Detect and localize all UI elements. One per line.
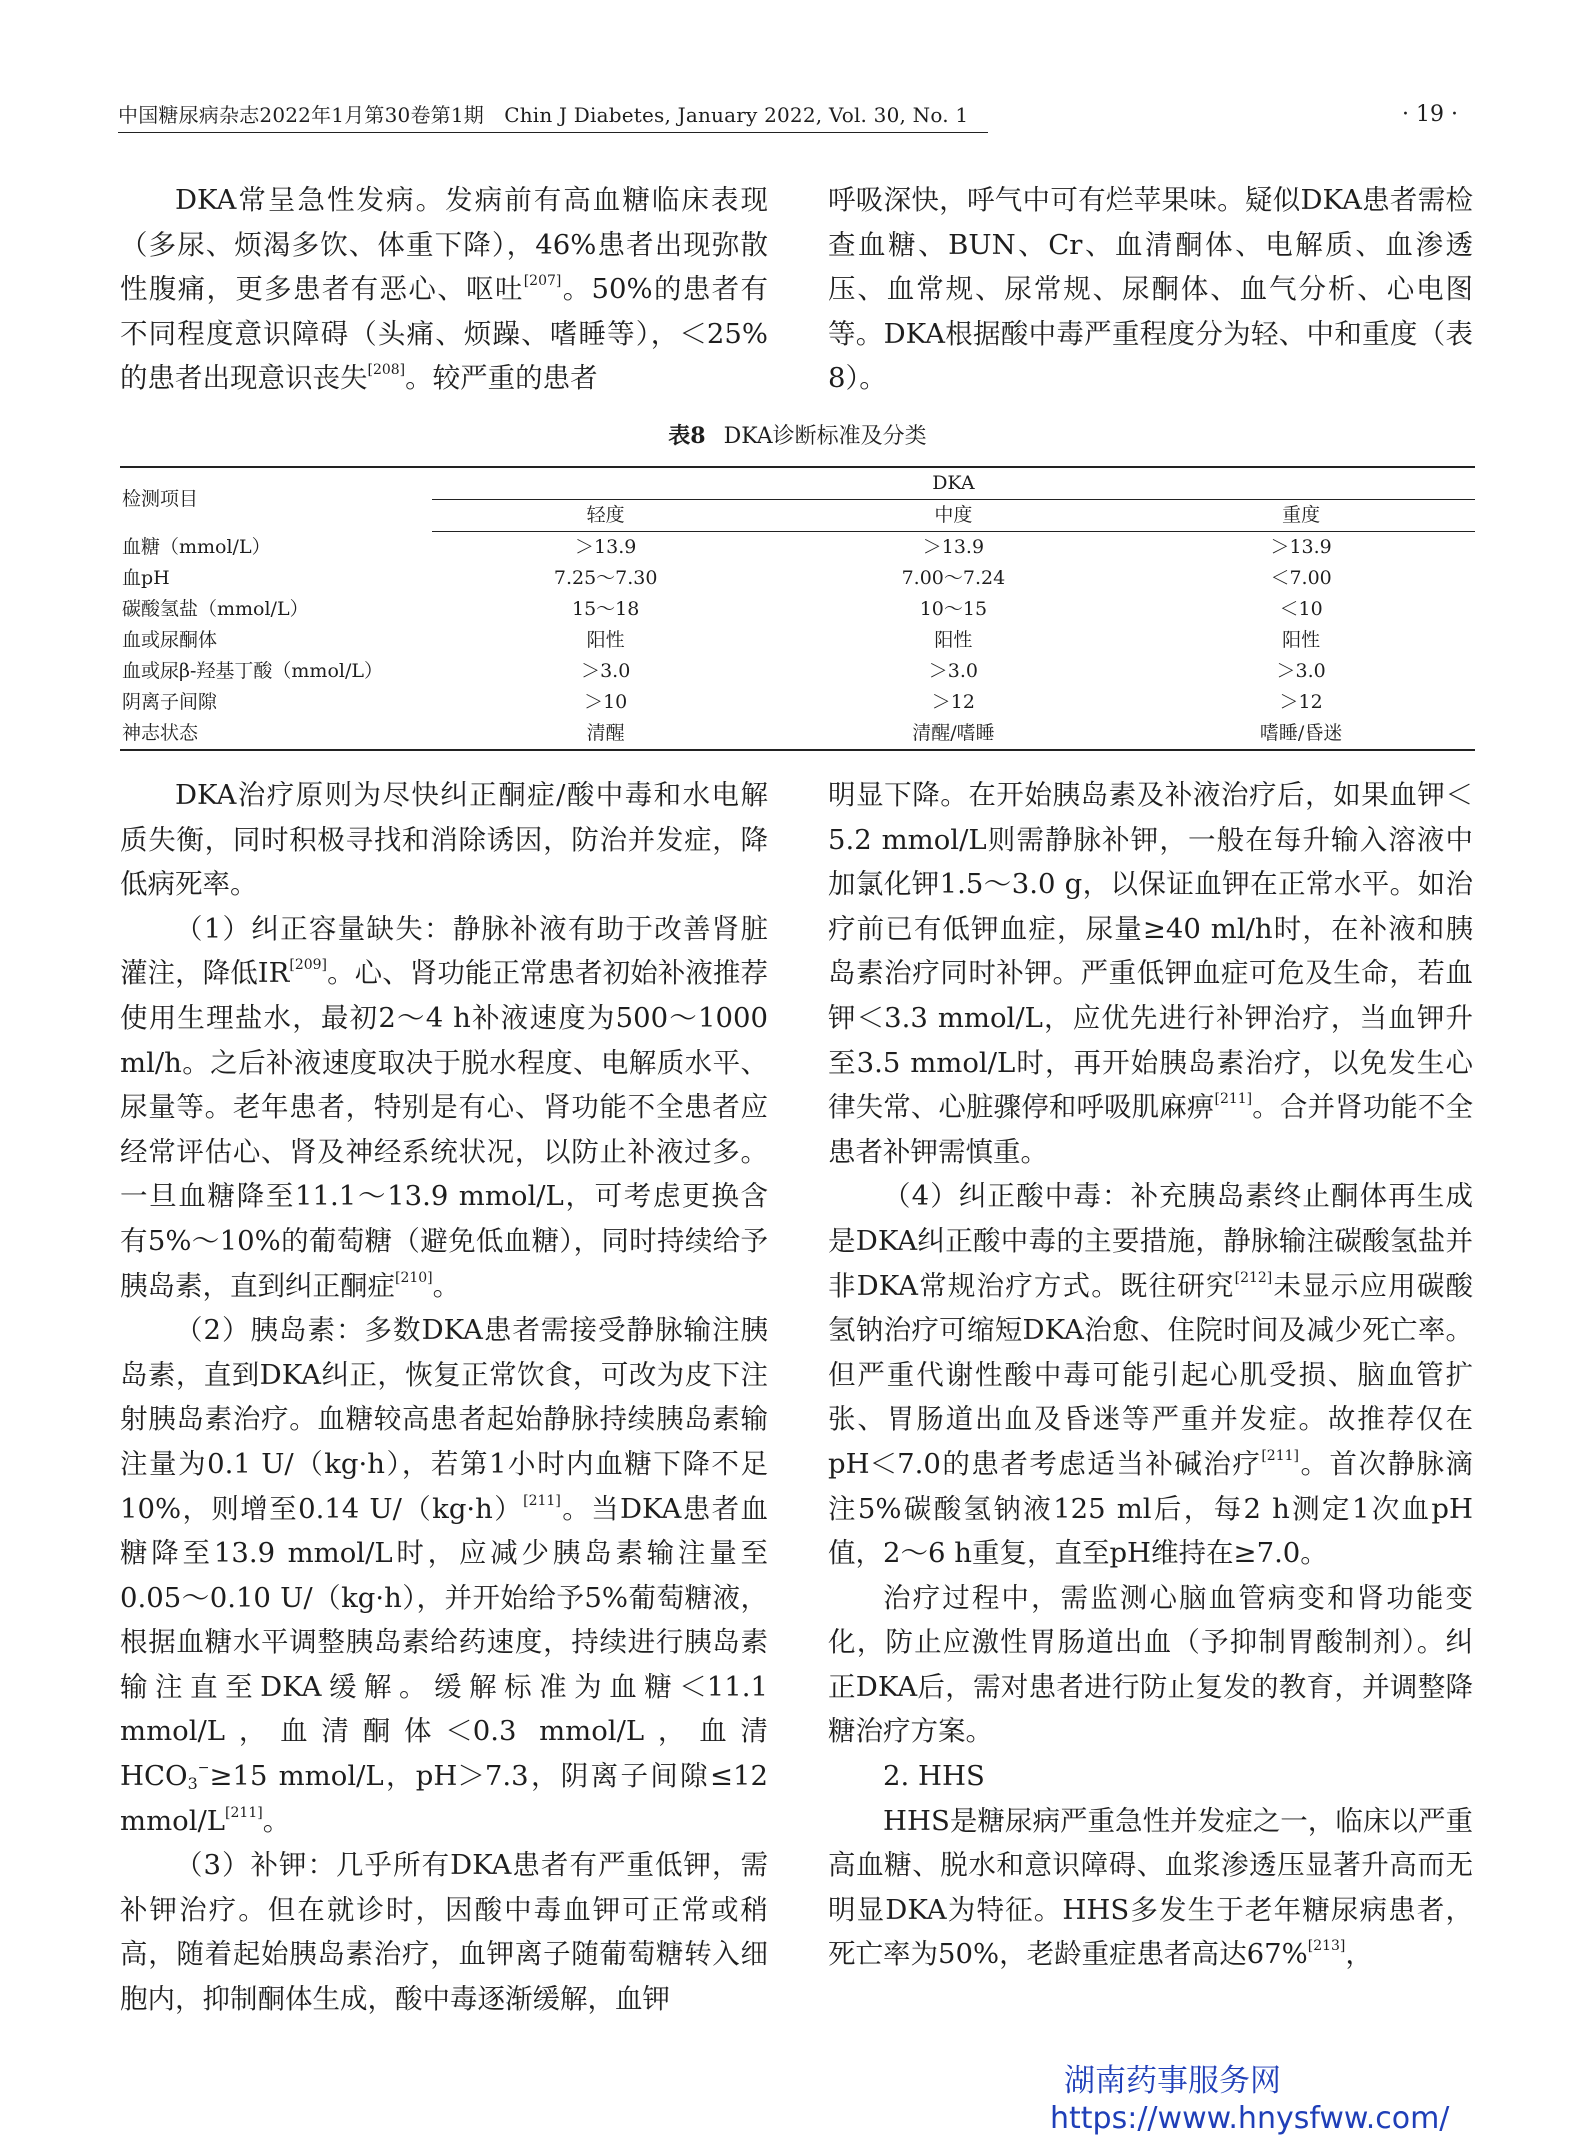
column-header-item: 检测项目 [120, 467, 432, 532]
column-header-mild: 轻度 [432, 500, 780, 532]
cell: 7.00～7.24 [901, 567, 1006, 589]
paragraph-dka-onset: DKA常呈急性发病。发病前有高血糖临床表现（多尿、烦渴多饮、体重下降），46%患者出现弥散性腹痛，更多患者有恶心、呕吐[207]。50%的患者有不同程度意识障碍（头痛、烦躁、嗜睡等），＜25%的患者出现意识丧失[208]。较严重的患者 [120, 184, 768, 395]
column-right-body [828, 773, 1473, 2053]
row-label: 血或尿β-羟基丁酸（mmol/L） [122, 660, 383, 682]
cell: ＞12 [1279, 691, 1323, 713]
dka-criteria-table [120, 466, 1475, 751]
table-number: 表8 [668, 423, 706, 449]
cell: ＞12 [931, 691, 975, 713]
row-label: 血糖（mmol/L） [122, 535, 271, 558]
row-label: 神志状态 [120, 718, 432, 750]
citation-ref: [211] [225, 1804, 263, 1821]
paragraph-acidosis: （4）纠正酸中毒：补充胰岛素终止酮体再生成是DKA纠正酸中毒的主要措施，静脉输注碳酸氢盐并非DKA常规治疗方式。既往研究[212]未显示应用碳酸氢钠治疗可缩短DKA治愈、住院时间及减少死亡率。但严重代谢性酸中毒可能引起心肌受损、脑血管扩张、胃肠道出血及昏迷等严重并发症。故推荐仅在pH＜7.0的患者考虑适当补碱治疗[211]。首次静脉滴注5%碳酸氢钠液125 ml后，每2 h测定1次血pH值，2～6 h重复，直至pH维持在≥7.0。 [828, 1180, 1474, 1570]
row-label: 血或尿酮体 [122, 629, 218, 651]
table-title: DKA诊断标准及分类 [723, 424, 927, 449]
cell: ＞3.0 [928, 660, 978, 682]
paragraph-treatment-principle: DKA治疗原则为尽快纠正酮症/酸中毒和水电解质失衡，同时积极寻找和消除诱因，防治并发症，降低病死率。 [120, 779, 768, 901]
table-row [120, 532, 1475, 564]
header-rule [118, 132, 988, 133]
citation-ref: [207] [523, 273, 562, 290]
cell: 清醒 [432, 718, 780, 750]
table-caption [120, 420, 1475, 453]
citation-ref: [211] [1214, 1091, 1253, 1108]
column-left-top [120, 178, 768, 408]
table-row [120, 625, 1475, 656]
table-header-row [120, 467, 1475, 500]
paragraph-dka-exam: 呼吸深快，呼气中可有烂苹果味。疑似DKA患者需检查血糖、BUN、Cr、血清酮体、电解质、血渗透压、血常规、尿常规、尿酮体、血气分析、心电图等。DKA根据酸中毒严重程度分为轻、中和重度（表8）。 [828, 184, 1473, 395]
row-label: 碳酸氢盐（mmol/L） [122, 598, 309, 620]
cell: 10～15 [919, 598, 988, 620]
cell: 阳性 [1282, 629, 1321, 651]
row-label: 阴离子间隙 [122, 691, 218, 713]
citation-ref: [209] [289, 957, 328, 974]
paragraph-hhs: HHS是糖尿病严重急性并发症之一，临床以严重高血糖、脱水和意识障碍、血浆渗透压显著升高而无明显DKA为特征。HHS多发生于老年糖尿病患者，死亡率为50%，老龄重症患者高达67%[213]， [828, 1804, 1473, 1971]
cell: 嗜睡/昏迷 [1127, 718, 1475, 750]
table-row [120, 656, 1475, 687]
watermark-name: 湖南药事服务网 [1064, 2063, 1281, 2099]
watermark-url: https://www.hnysfww.com/ [1050, 2101, 1450, 2136]
citation-ref: [213] [1307, 1938, 1346, 1955]
citation-ref: [211] [1261, 1447, 1299, 1464]
cell: 阳性 [586, 629, 625, 651]
journal-citation: 中国糖尿病杂志2022年1月第30卷第1期 Chin J Diabetes, January 2022, Vol. 30, No. 1 [118, 103, 969, 127]
watermark [1050, 2062, 1470, 2138]
section-heading-hhs: 2. HHS [883, 1760, 985, 1793]
cell: 15～18 [571, 598, 640, 620]
cell: 阳性 [934, 629, 973, 651]
citation-ref: [211] [523, 1492, 561, 1509]
column-left-body [120, 773, 768, 2053]
table-row [120, 718, 1475, 750]
cell: 清醒/嗜睡 [780, 718, 1128, 750]
cell: 7.25～7.30 [553, 567, 658, 589]
cell: ＞10 [584, 691, 628, 713]
cell: ＞3.0 [581, 660, 631, 682]
column-group-header: DKA [432, 467, 1475, 500]
column-header-moderate: 中度 [780, 500, 1128, 532]
citation-ref: [210] [395, 1269, 433, 1286]
superscript: − [197, 1760, 210, 1777]
row-label: 血pH [122, 567, 170, 589]
paragraph-volume-correction: （1）纠正容量缺失：静脉补液有助于改善肾脏灌注，降低IR[209]。心、肾功能正常患者初始补液推荐使用生理盐水，最初2～4 h补液速度为500～1000 ml/h。之后补液速度取决于脱水程度、电解质水平、尿量等。老年患者，特别是有心、肾功能不全患者应经常评估心、肾及神经系统状况，以防止补液过多。一旦血糖降至11.1～13.9 mmol/L，可考虑更换含有5%～10%的葡萄糖（避免低血糖），同时持续给予胰岛素，直到纠正酮症[210]。 [120, 912, 768, 1302]
column-right-top [828, 178, 1473, 408]
running-header [118, 100, 1458, 134]
cell: ＞13.9 [575, 536, 637, 558]
table-row [120, 563, 1475, 594]
cell: ＜7.00 [1270, 567, 1332, 589]
paragraph-insulin: （2）胰岛素：多数DKA患者需接受静脉输注胰岛素，直到DKA纠正，恢复正常饮食，可改为皮下注射胰岛素治疗。血糖较高患者起始静脉持续胰岛素输注量为0.1 U/（kg·h），若第1小时内血糖下降不足10%，则增至0.14 U/（kg·h）[211]。当DKA患者血糖降至13.9 mmol/L时，应减少胰岛素输注量至0.05～0.10 U/（kg·h），并开始给予5%葡萄糖液，根据血糖水平调整胰岛素给药速度，持续进行胰岛素输注直至DKA缓解。缓解标准为血糖＜11.1 mmol/L，血清酮体＜0.3 mmol/L，血清$HCO_3^-\ge 15$ mmol/L，pH＞7.3，阴离子间隙≤12 mmol/L[211]。 [120, 1314, 768, 1837]
cell: ＞13.9 [922, 536, 985, 558]
paragraph-potassium: （3）补钾：几乎所有DKA患者有严重低钾，需补钾治疗。但在就诊时，因酸中毒血钾可正常或稍高，随着起始胰岛素治疗，血钾离子随葡萄糖转入细胞内，抑制酮体生成，酸中毒逐渐缓解，血钾 [120, 1849, 768, 2016]
table-row [120, 687, 1475, 718]
table-row [120, 594, 1475, 625]
paragraph-monitoring: 治疗过程中，需监测心脑血管病变和肾功能变化，防止应激性胃肠道出血（予抑制胃酸制剂）。纠正DKA后，需对患者进行防止复发的教育，并调整降糖治疗方案。 [828, 1581, 1473, 1748]
subscript: 3 [187, 1774, 198, 1794]
paragraph-potassium-cont: 明显下降。在开始胰岛素及补液治疗后，如果血钾＜5.2 mmol/L则需静脉补钾，一般在每升输入溶液中加氯化钾1.5～3.0 g，以保证血钾在正常水平。如治疗前已有低钾血症，尿量≥40 ml/h时，在补液和胰岛素治疗同时补钾。严重低钾血症可危及生命，若血钾＜3.3 mmol/L，应优先进行补钾治疗，当血钾升至3.5 mmol/L时，再开始胰岛素治疗，以免发生心律失常、心脏骤停和呼吸肌麻痹[211]。合并肾功能不全患者补钾需慎重。 [828, 779, 1474, 1168]
cell: ＜10 [1279, 598, 1323, 620]
cell: ＞3.0 [1276, 660, 1326, 682]
column-header-severe: 重度 [1127, 500, 1475, 532]
cell: ＞13.9 [1270, 536, 1332, 558]
citation-ref: [212] [1234, 1269, 1273, 1286]
page-number: · 19 · [1402, 102, 1458, 127]
citation-ref: [208] [367, 362, 406, 379]
